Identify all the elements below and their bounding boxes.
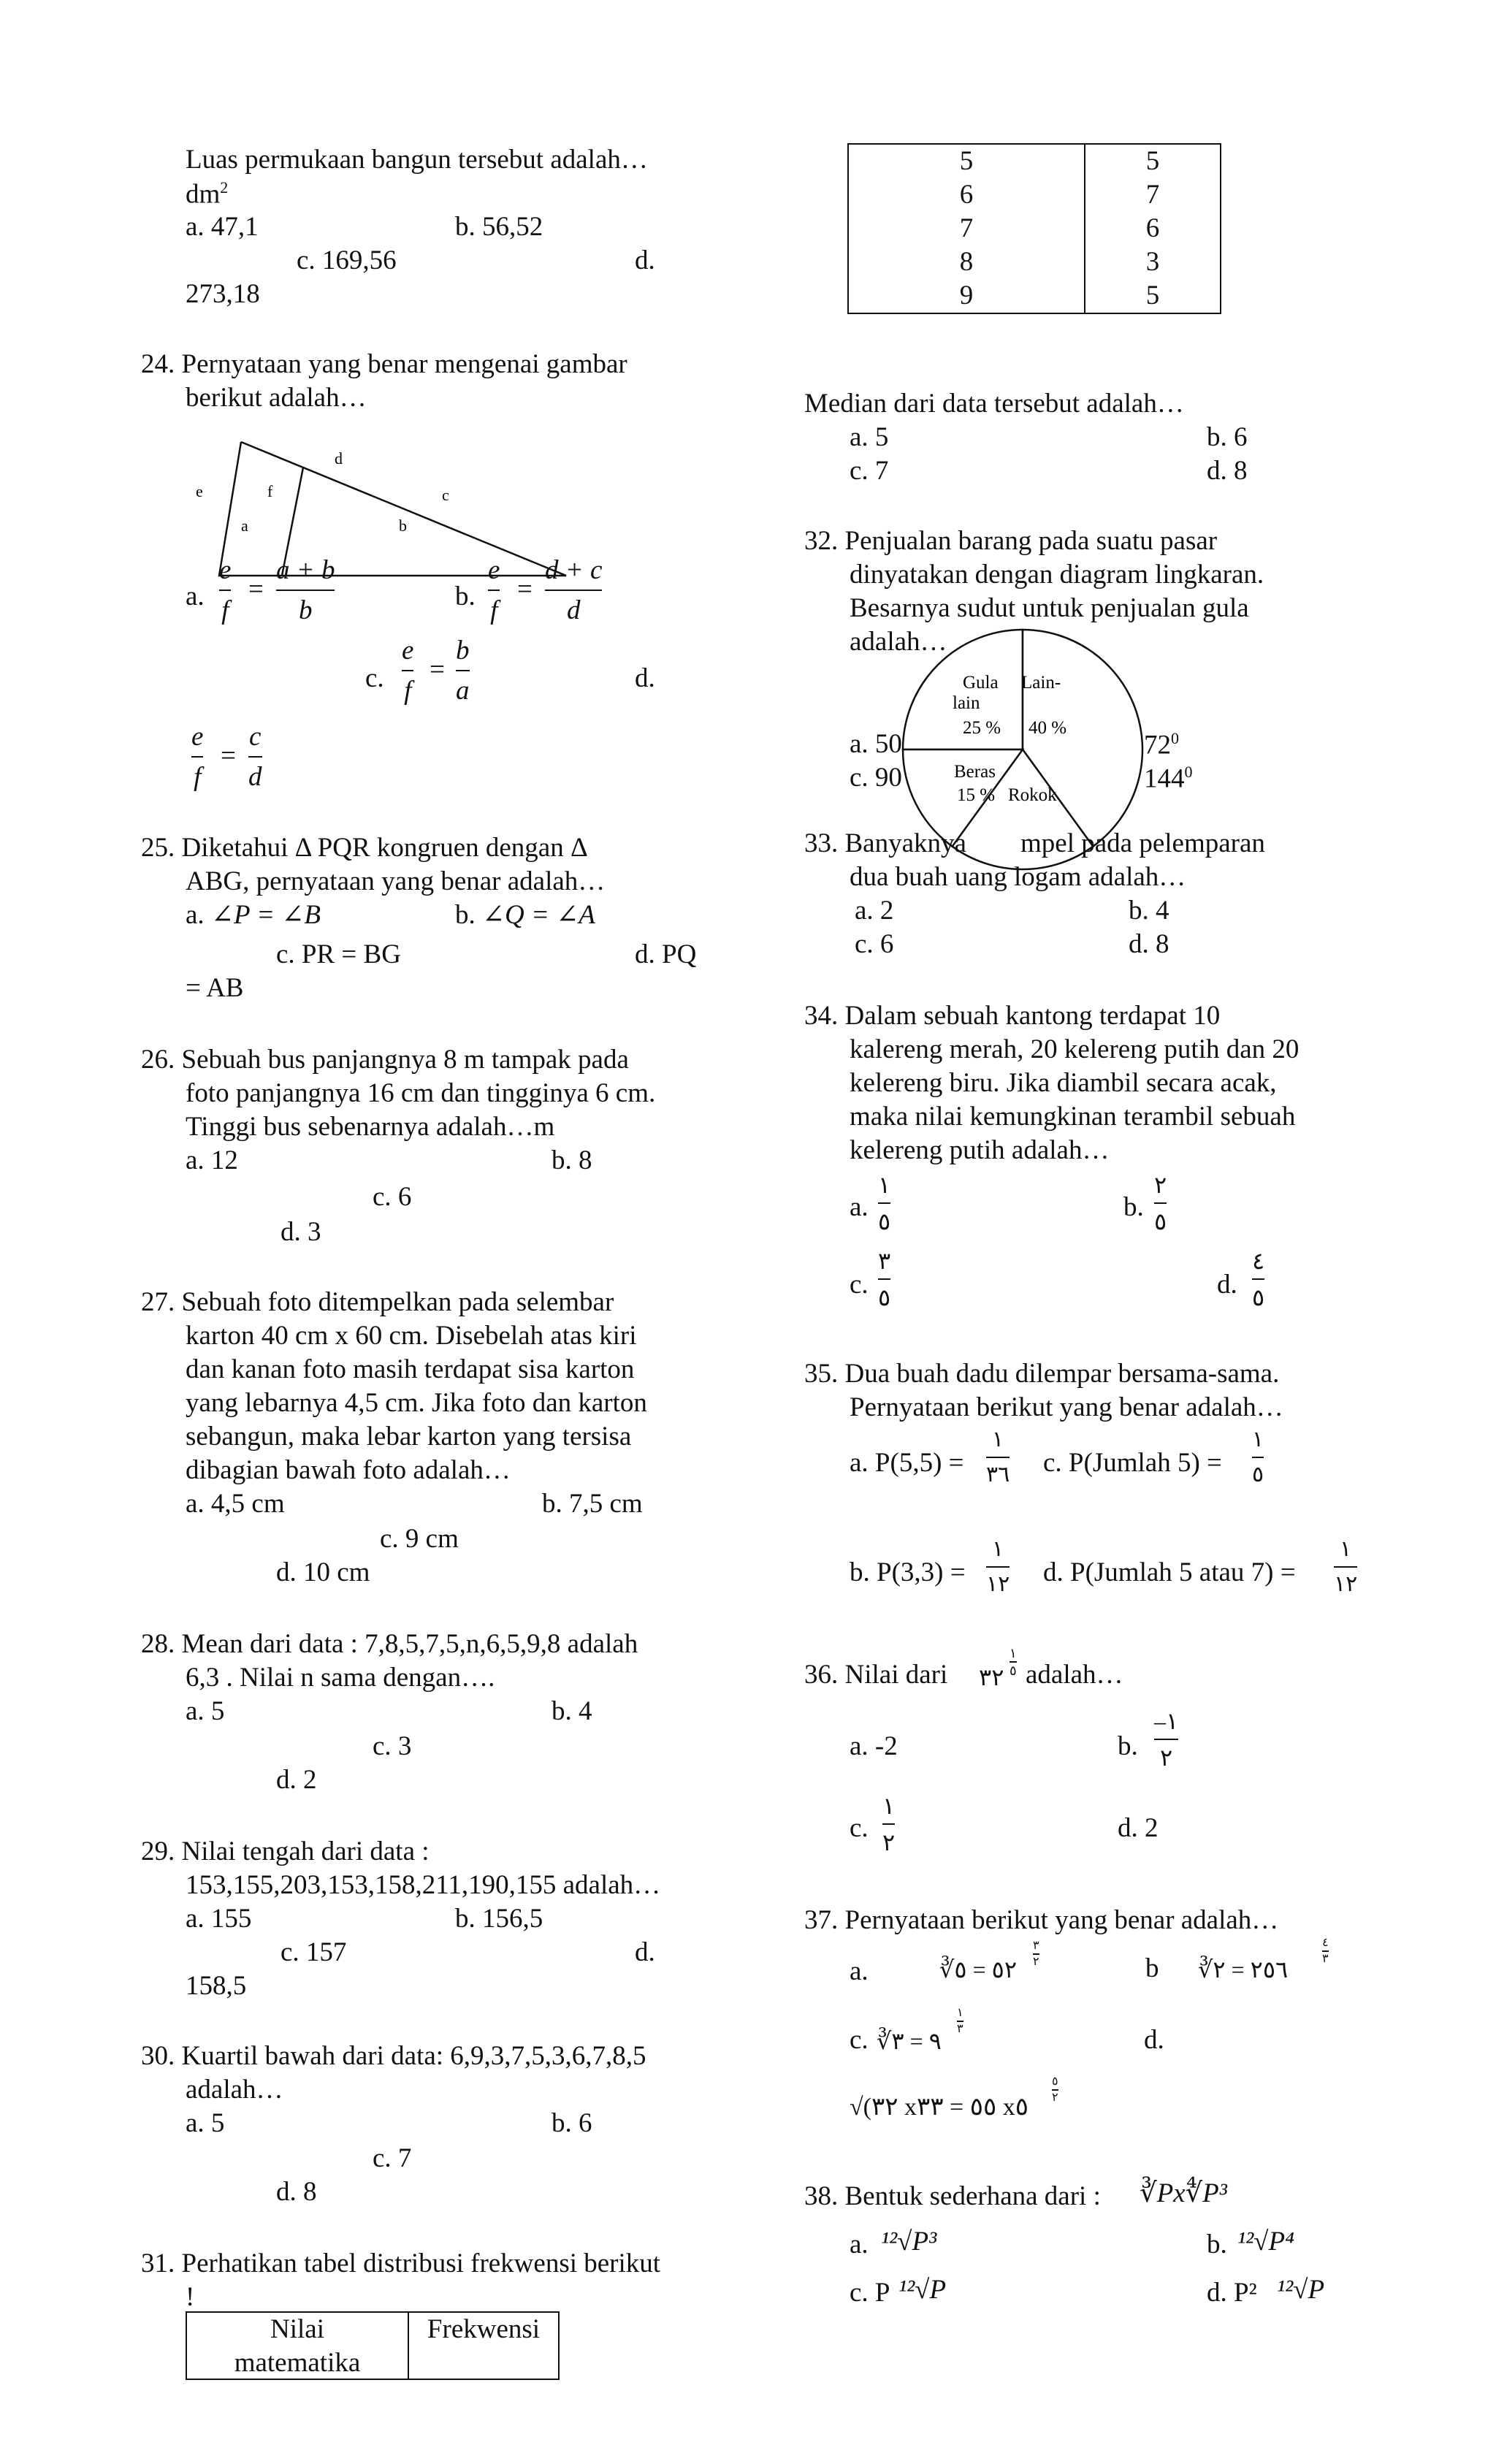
q25-stem-line1: 25. Diketahui Δ PQR kongruen dengan Δ (141, 833, 588, 863)
q26-stem-line3: Tinggi bus sebenarnya adalah…m (186, 1112, 555, 1142)
table-row (848, 178, 1221, 212)
q24-label-f: f (267, 482, 273, 500)
q33-stem-line1-right: mpel pada pelemparan (1020, 828, 1265, 858)
q27-option-d: d. 10 cm (276, 1557, 370, 1587)
cell-nilai: 6 (848, 178, 1085, 212)
q26-option-a: a. 12 (186, 1145, 238, 1175)
pie-label-gula-pct: 25 % (963, 718, 1001, 738)
q32-option-d: $144^0$ (1144, 763, 1193, 794)
q27-stem-line4: yang lebarnya 4,5 cm. Jika foto dan karton (186, 1388, 647, 1418)
q27-stem-line3: dan kanan foto masih terdapat sisa karton (186, 1354, 635, 1384)
q38-option-b-expr: ¹²√P⁴ (1237, 2227, 1294, 2257)
q24-label-c: c (442, 486, 449, 504)
q34-stem-line2: kalereng merah, 20 kelereng putih dan 20 (850, 1034, 1300, 1064)
q36-stem-pre: 36. Nilai dari (804, 1660, 948, 1690)
q35-option-a-frac: ١ ٣٦ (986, 1427, 1010, 1487)
q35-stem-line2: Pernyataan berikut yang benar adalah… (850, 1392, 1283, 1422)
table-row (848, 144, 1221, 178)
q36-option-c-frac: ١ ٢ (882, 1793, 896, 1855)
cell-nilai: 9 (848, 279, 1085, 313)
q30-stem-line2: adalah… (186, 2075, 283, 2105)
q38-option-c-label: c. P (850, 2278, 890, 2308)
q36-option-a: a. -2 (850, 1731, 898, 1761)
q25-stem-line2: ABG, pernyataan yang benar adalah… (186, 866, 606, 896)
cell-nilai: 8 (848, 245, 1085, 279)
cell-frekwensi: 5 (1085, 279, 1221, 313)
q34-stem-line1: 34. Dalam sebuah kantong terdapat 10 (804, 1001, 1221, 1031)
q36-base: ٣٢ (979, 1664, 1004, 1690)
q33-option-c: c. 6 (855, 929, 894, 959)
q31-median-stem: Median dari data tersebut adalah… (804, 389, 1184, 419)
q32-stem-line2: dinyatakan dengan diagram lingkaran. (850, 560, 1264, 590)
q23-unit: $dm^2$ (186, 178, 229, 210)
pie-label-lain-pct: 40 % (1028, 718, 1067, 738)
q29-option-a: a. 155 (186, 1904, 252, 1934)
q23-option-c: c. 169,56 (297, 245, 397, 275)
q35-option-b-frac: ١ ١٢ (986, 1537, 1010, 1596)
q38-stem: 38. Bentuk sederhana dari : (804, 2181, 1101, 2211)
q30-option-c: c. 7 (373, 2143, 412, 2173)
q24-option-c-left-frac: e f (402, 636, 414, 706)
q34-option-d-label: d. (1217, 1270, 1237, 1300)
q24-option-c-label: c. (365, 663, 384, 693)
pie-label-gula-lain: lain (953, 693, 980, 713)
q35-option-d-text: d. P(Jumlah 5 atau 7) = (1043, 1557, 1296, 1587)
q31-option-b: b. 6 (1207, 422, 1248, 452)
pie-label-beras: Beras (954, 762, 996, 782)
q34-stem-line5: kelereng putih adalah… (850, 1135, 1110, 1165)
pie-label-rokok: Rokok (1008, 785, 1057, 805)
q37-stem: 37. Pernyataan berikut yang benar adalah… (804, 1905, 1279, 1935)
q24-option-b-right-frac: d + c d (545, 555, 603, 625)
q24-option-a-label: a. (186, 581, 205, 611)
q34-option-b-frac: ٢ ٥ (1154, 1172, 1167, 1235)
q25-option-a: a. ∠P = ∠B (186, 900, 321, 930)
q32-option-a: a. 50 (850, 729, 902, 759)
q34-stem-line4: maka nilai kemungkinan terambil sebuah (850, 1102, 1296, 1132)
q26-option-b: b. 8 (552, 1145, 592, 1175)
cell-nilai: 7 (848, 212, 1085, 245)
q26-stem-line1: 26. Sebuah bus panjangnya 8 m tampak pada (141, 1045, 629, 1075)
q38-stem-expr: ∛Px∜P³ (1140, 2178, 1227, 2208)
q34-option-c-frac: ٣ ٥ (878, 1248, 891, 1311)
table-row (848, 279, 1221, 313)
q32-option-c: c. 90 (850, 763, 902, 793)
cell-frekwensi: 5 (1085, 144, 1221, 178)
q38-option-a-label: a. (850, 2230, 869, 2259)
q37-option-b-exp: ٤ ٣ (1322, 1937, 1329, 1965)
q23-stem: Luas permukaan bangun tersebut adalah… (186, 145, 648, 175)
q23-option-d: d. (635, 245, 655, 275)
q24-option-c-right-frac: b a (456, 636, 470, 706)
q28-option-b: b. 4 (552, 1696, 592, 1726)
q26-option-d: d. 3 (280, 1217, 321, 1247)
q23-option-d-value: 273,18 (186, 279, 260, 309)
q36-option-b-frac: –١ ٢ (1154, 1708, 1179, 1771)
q27-stem-line1: 27. Sebuah foto ditempelkan pada selembar (141, 1287, 614, 1317)
q37-option-d-exp: ٥ ٢ (1052, 2075, 1058, 2104)
q29-option-b: b. 156,5 (455, 1904, 543, 1934)
q26-stem-line2: foto panjangnya 16 cm dan tingginya 6 cm. (186, 1078, 656, 1108)
q34-option-c-label: c. (850, 1270, 869, 1300)
q27-option-c: c. 9 cm (380, 1524, 459, 1554)
q31-table-body (847, 143, 1221, 314)
q35-option-a-text: a. P(5,5) = (850, 1448, 964, 1478)
q31-header-nilai-l1: Nilai (270, 2314, 324, 2344)
q31-table-header (186, 2311, 560, 2380)
q24-option-d-label: d. (635, 663, 655, 693)
q37-option-d-label: d. (1144, 2025, 1164, 2055)
q23-option-a: a. 47,1 (186, 212, 259, 242)
q31-header-nilai-l2: matematika (234, 2348, 361, 2378)
table-row (848, 212, 1221, 245)
q34-option-d-frac: ٤ ٥ (1252, 1248, 1265, 1311)
q24-option-a-left-frac: e f (219, 555, 232, 625)
q38-option-d-expr: ¹²√P (1277, 2275, 1325, 2305)
q28-option-d: d. 2 (276, 1765, 317, 1795)
cell-frekwensi: 7 (1085, 178, 1221, 212)
q37-option-c-expr: ∛٩ = ٣ (877, 2028, 942, 2054)
q36-exponent: ١ ٥ (1010, 1646, 1017, 1678)
pie-label-lain: Lain- (1021, 673, 1061, 693)
cell-frekwensi: 3 (1085, 245, 1221, 279)
q37-option-a-exp: ٣ ٢ (1033, 1939, 1039, 1968)
q34-option-a-label: a. (850, 1192, 869, 1222)
q35-option-c-frac: ١ ٥ (1252, 1427, 1264, 1487)
q33-stem-line1-left: 33. Banyaknya (804, 828, 966, 858)
q31-stem-line2: ! (186, 2282, 195, 2312)
q24-label-a: a (241, 516, 248, 535)
q25-option-c: c. PR = BG (276, 939, 401, 969)
table-row (848, 245, 1221, 279)
q30-option-a: a. 5 (186, 2108, 225, 2138)
q29-option-d-value: 158,5 (186, 1971, 247, 2001)
q35-option-c-text: c. P(Jumlah 5) = (1043, 1448, 1222, 1478)
q33-stem-line2: dua buah uang logam adalah… (850, 862, 1186, 892)
q38-option-b-label: b. (1207, 2230, 1227, 2259)
q25-option-d: d. PQ (635, 939, 697, 969)
q24-stem-line2: berikut adalah… (186, 383, 367, 413)
q25-option-b: b. ∠Q = ∠A (455, 900, 595, 930)
q35-stem-line1: 35. Dua buah dadu dilempar bersama-sama. (804, 1359, 1280, 1389)
q24-label-d: d (335, 449, 343, 468)
q36-stem-post: adalah… (1026, 1660, 1123, 1690)
q27-stem-line6: dibagian bawah foto adalah… (186, 1455, 511, 1485)
q36-option-b-label: b. (1118, 1731, 1138, 1761)
q37-option-a-expr: ∛٥٢ = ٥ (939, 1956, 1017, 1983)
q38-option-d-label: d. P² (1207, 2278, 1257, 2308)
q31-stem-line1: 31. Perhatikan tabel distribusi frekwensi berikut (141, 2249, 661, 2278)
q38-option-c-expr: ¹²√P (898, 2275, 947, 2305)
q28-option-c: c. 3 (373, 1731, 412, 1761)
q26-option-c: c. 6 (373, 1182, 412, 1212)
q36-option-d: d. 2 (1118, 1813, 1159, 1843)
q37-option-c-label: c. (850, 2025, 869, 2055)
q23-option-b: b. 56,52 (455, 212, 543, 242)
q24-stem-line1: 24. Pernyataan yang benar mengenai gambar (141, 349, 627, 379)
q24-label-b: b (399, 516, 407, 535)
q27-stem-line5: sebangun, maka lebar karton yang tersisa (186, 1422, 632, 1452)
q30-option-d: d. 8 (276, 2177, 317, 2207)
q27-option-b: b. 7,5 cm (542, 1489, 643, 1519)
q30-stem-line1: 30. Kuartil bawah dari data: 6,9,3,7,5,3,6,7,8,5 (141, 2041, 646, 2071)
q34-option-a-frac: ١ ٥ (878, 1172, 891, 1235)
q35-option-b-text: b. P(3,3) = (850, 1557, 966, 1587)
q25-option-d-cont: = AB (186, 973, 244, 1003)
q29-option-c: c. 157 (280, 1937, 347, 1967)
q29-stem-line2: 153,155,203,153,158,211,190,155 adalah… (186, 1870, 661, 1900)
q34-stem-line3: kelereng biru. Jika diambil secara acak, (850, 1068, 1277, 1098)
q24-option-b-eq: = (517, 574, 533, 604)
q33-option-d: d. 8 (1129, 929, 1169, 959)
cell-frekwensi: 6 (1085, 212, 1221, 245)
q24-option-c-eq: = (430, 655, 445, 684)
q24-option-b-left-frac: e f (488, 555, 500, 625)
q27-stem-line2: karton 40 cm x 60 cm. Disebelah atas kiri (186, 1321, 637, 1351)
q38-option-a-expr: ¹²√P³ (881, 2227, 937, 2257)
cell-nilai: 5 (848, 144, 1085, 178)
q24-option-d-eq: = (221, 741, 236, 771)
q36-option-c-label: c. (850, 1813, 869, 1843)
q24-option-a-eq: = (248, 574, 264, 604)
q24-option-d-left-frac: e f (191, 722, 204, 792)
q28-option-a: a. 5 (186, 1696, 225, 1726)
q29-stem-line1: 29. Nilai tengah dari data : (141, 1836, 430, 1866)
q32-stem-line4: adalah… (850, 627, 947, 657)
q32-stem-line1: 32. Penjualan barang pada suatu pasar (804, 526, 1218, 556)
pie-label-beras-pct: 15 % (957, 785, 996, 805)
q24-option-b-label: b. (455, 581, 476, 611)
q37-option-b-expr: ∛٢٥٦ = ٢ (1198, 1956, 1289, 1983)
q31-option-a: a. 5 (850, 422, 889, 452)
q32-stem-line3: Besarnya sudut untuk penjualan gula (850, 593, 1249, 623)
q33-option-b: b. 4 (1129, 896, 1169, 926)
pie-label-gula: Gula (963, 673, 999, 693)
q31-option-d: d. 8 (1207, 456, 1248, 486)
q32-option-b: $72^0$ (1144, 729, 1179, 760)
q30-option-b: b. 6 (552, 2108, 592, 2138)
q34-option-b-label: b. (1123, 1192, 1144, 1222)
q24-label-e: e (196, 482, 203, 500)
q28-stem-line2: 6,3 . Nilai n sama dengan…. (186, 1663, 495, 1693)
q24-option-a-right-frac: a + b b (276, 555, 335, 625)
q29-option-d: d. (635, 1937, 655, 1967)
q31-option-c: c. 7 (850, 456, 889, 486)
q37-option-b-label: b (1145, 1953, 1159, 1983)
q33-option-a: a. 2 (855, 896, 894, 926)
q24-option-d-right-frac: c d (248, 722, 262, 792)
q37-option-d-expr: √(٣٢ x٥٥ = ٣٣ x٥ (850, 2094, 1029, 2121)
q37-option-c-exp: ١ ٣ (957, 2007, 963, 2035)
q37-option-a-label: a. (850, 1956, 869, 1986)
q31-header-frekwensi: Frekwensi (427, 2314, 541, 2344)
q27-option-a: a. 4,5 cm (186, 1489, 285, 1519)
q35-option-d-frac: ١ ١٢ (1334, 1537, 1358, 1596)
q28-stem-line1: 28. Mean dari data : 7,8,5,7,5,n,6,5,9,8 adalah (141, 1629, 638, 1659)
